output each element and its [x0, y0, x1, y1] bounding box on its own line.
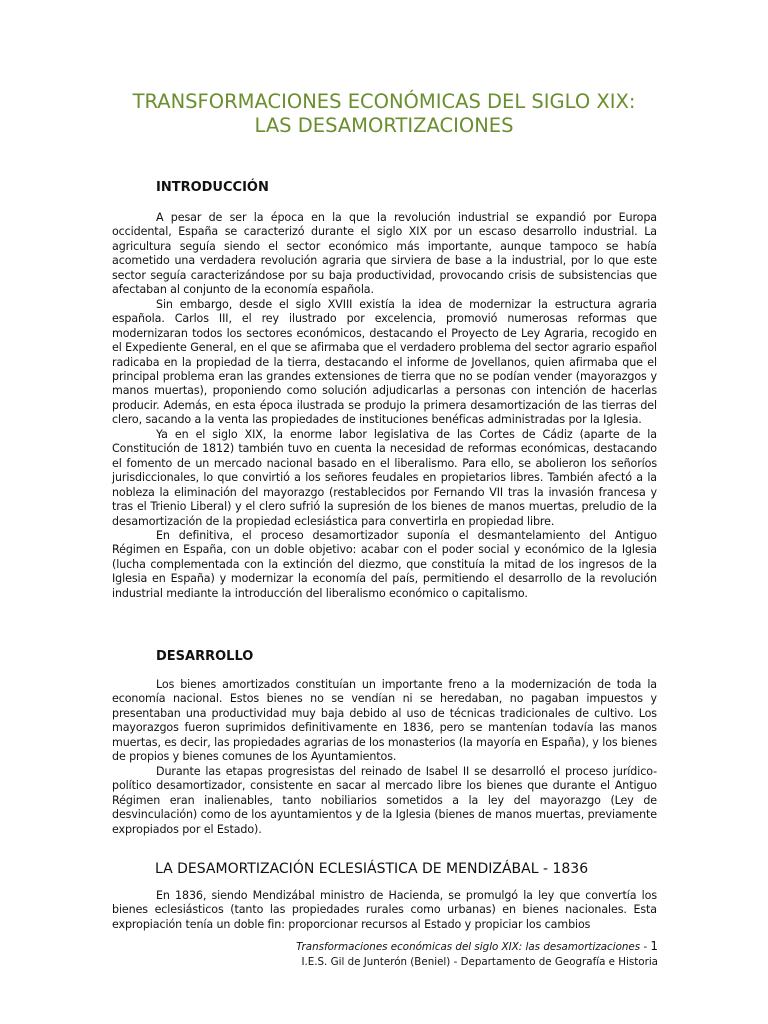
section-heading-mendizabal: LA DESAMORTIZACIÓN ECLESIÁSTICA DE MENDIZÁBAL - 1836 — [155, 861, 589, 877]
mendizabal-body — [112, 889, 657, 932]
page-footer — [200, 939, 658, 970]
title-line-2: LAS DESAMORTIZACIONES — [254, 114, 514, 137]
section-heading-introduccion: INTRODUCCIÓN — [156, 180, 269, 195]
intro-paragraph-1: A pesar de ser la época en la que la revolución industrial se expandió por Europa occidental, España se caracterizó durante el siglo XIX por un escaso desarrollo industrial. La agricultura seguía siendo el sector económico más importante, aunque tampoco se había acometido una verdadera revolución agraria que sirviera de base a la industrial, por lo que este sector seguía caracterizándose por su baja productividad, provocando crisis de subsistencias que afectaban al conjunto de la economía española. — [112, 211, 657, 297]
intro-paragraph-4: En definitiva, el proceso desamortizador suponía el desmantelamiento del Antiguo Régimen en España, con un doble objetivo: acabar con el poder social y económico de la Iglesia (lucha complementada con la extinción del diezmo, que constituía la mitad de los ingresos de la Iglesia en España) y modernizar la economía del país, permitiendo el desarrollo de la revolución industrial mediante la introducción del liberalismo económico o capitalismo. — [112, 528, 657, 600]
desarrollo-paragraph-1: Los bienes amortizados constituían un importante freno a la modernización de toda la economía nacional. Estos bienes no se vendían ni se heredaban, no pagaban impuestos y presentaban una productividad muy baja debido al uso de técnicas tradicionales de cultivo. Los mayorazgos fueron suprimidos definitivamente en 1836, pero se mantenían todavía las manos muertas, es decir, las propiedades agrarias de los monasterios (la mayoría en España), y los bienes de propios y bienes comunes de los Ayuntamientos. — [112, 678, 657, 764]
intro-paragraph-2: Sin embargo, desde el siglo XVIII existía la idea de modernizar la estructura agraria española. Carlos III, el rey ilustrado por excelencia, promovió numerosas reformas que modernizaran todos los sectores económicos, destacando el Proyecto de Ley Agraria, recogido en el Expediente General, en el que se afirmaba que el verdadero problema del sector agrario español radicaba en la propiedad de la tierra, destacando el informe de Jovellanos, quien afirmaba que el principal problema eran las grandes extensiones de tierra que no se podían vender (mayorazgos y manos muertas), proponiendo como solución adjudicarlas a personas con intención de hacerlas producir. Además, en esta época ilustrada se produjo la primera desamortización de las tierras del clero, sacando a la venta las propiedades de instituciones benéficas administradas por la Iglesia. — [112, 297, 657, 427]
desarrollo-body — [112, 678, 657, 837]
section-heading-desarrollo: DESARROLLO — [156, 649, 254, 664]
footer-line-2: I.E.S. Gil de Junterón (Beniel) - Departamento de Geografía e Historia — [301, 956, 658, 968]
intro-paragraph-3: Ya en el siglo XIX, la enorme labor legislativa de las Cortes de Cádiz (aparte de la Constitución de 1812) también tuvo en cuenta la necesidad de reformas económicas, destacando el fomento de un mercado nacional basado en el liberalismo. Para ello, se abolieron los señoríos jurisdiccionales, lo que convirtió a los señores feudales en propietarios libres. También afectó a la nobleza la eliminación del mayorazgo (restablecidos por Fernando VII tras la invasión francesa y tras el Trienio Liberal) y el clero sufrió la supresión de los bienes de manos muertas, preludio de la desamortización de la propiedad eclesiástica para convertirla en propiedad libre. — [112, 427, 657, 528]
intro-body — [112, 211, 657, 601]
mendizabal-paragraph-1: En 1836, siendo Mendizábal ministro de Hacienda, se promulgó la ley que convertía los bienes eclesiásticos (tanto las propiedades rurales como urbanas) en bienes nacionales. Esta expropiación tenía un doble fin: proporcionar recursos al Estado y propiciar los cambios — [112, 889, 657, 931]
footer-title: Transformaciones económicas del siglo XIX: las desamortizaciones - — [296, 941, 651, 953]
document-title — [100, 90, 668, 138]
page-number: 1 — [650, 939, 658, 953]
title-line-1: TRANSFORMACIONES ECONÓMICAS DEL SIGLO XIX: — [132, 90, 636, 113]
footer-line-1 — [200, 939, 658, 955]
desarrollo-paragraph-2: Durante las etapas progresistas del reinado de Isabel II se desarrolló el proceso jurídico-político desamortizador, consistente en sacar al mercado libre los bienes que durante el Antiguo Régimen eran inalienables, tanto nobiliarios sometidos a la ley del mayorazgo (Ley de desvinculación) como de los ayuntamientos y de la Iglesia (bienes de manos muertas, previamente expropiados por el Estado). — [112, 764, 657, 836]
